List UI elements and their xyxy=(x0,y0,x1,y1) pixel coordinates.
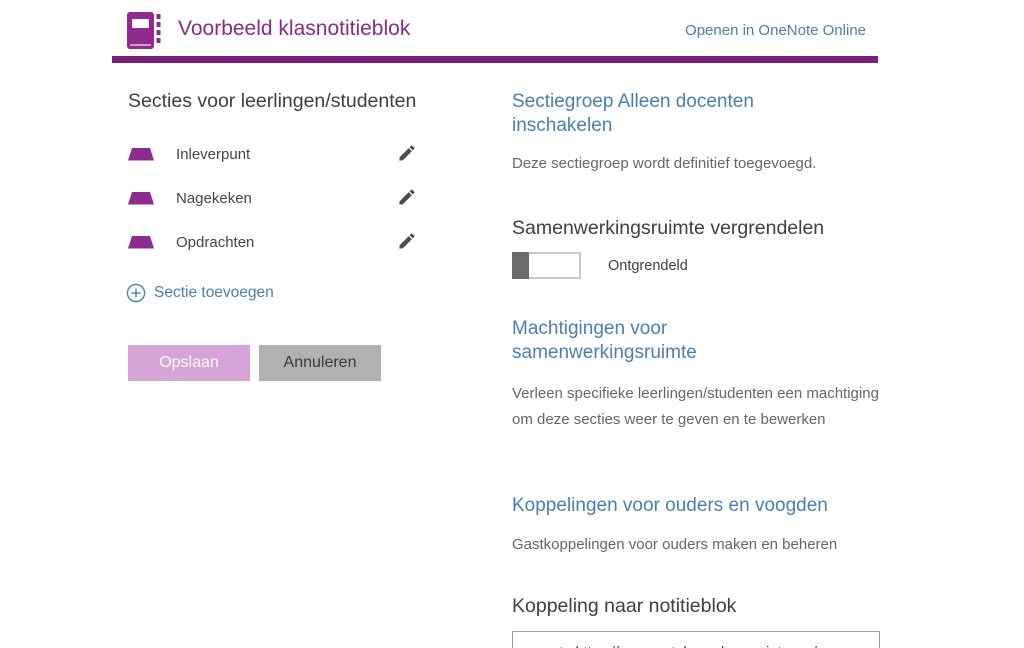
add-circle-icon xyxy=(126,283,146,303)
add-section-label: Sectie toevoegen xyxy=(154,284,274,301)
save-button[interactable]: Opslaan xyxy=(128,345,250,381)
toggle-state-label: Ontgrendeld xyxy=(608,257,688,274)
parent-guardian-links-link[interactable]: Koppelingen voor ouders en voogden xyxy=(512,495,828,516)
section-name: Opdrachten xyxy=(176,233,255,251)
toggle-track xyxy=(529,252,581,279)
edit-section-button[interactable] xyxy=(396,231,418,253)
section-row xyxy=(128,229,418,255)
student-sections-heading: Secties voor leerlingen/studenten xyxy=(128,90,417,112)
collaboration-permissions-link[interactable]: Machtigingen voor samenwerkingsruimte xyxy=(512,318,697,363)
collaboration-lock-row xyxy=(512,252,688,279)
section-tab-icon xyxy=(128,236,154,249)
form-actions xyxy=(128,345,381,381)
parent-guardian-links-description: Gastkoppelingen voor ouders maken en beheren xyxy=(512,536,838,553)
pencil-icon xyxy=(397,231,417,251)
pencil-icon xyxy=(397,143,417,163)
section-tab-icon xyxy=(128,192,154,205)
pencil-icon xyxy=(397,187,417,207)
collaboration-lock-heading: Samenwerkingsruimte vergrendelen xyxy=(512,217,825,239)
section-row xyxy=(128,185,418,211)
section-row xyxy=(128,141,418,167)
edit-section-button[interactable] xyxy=(396,143,418,165)
section-tab-icon xyxy=(128,148,154,161)
toggle-knob[interactable] xyxy=(512,252,529,279)
teacher-only-section-group-link[interactable]: Sectiegroep Alleen docenten inschakelen xyxy=(512,91,754,136)
page-title: Voorbeeld klasnotitieblok xyxy=(178,17,411,40)
collaboration-lock-toggle[interactable] xyxy=(512,252,581,279)
collaboration-permissions-description: Verleen specifieke leerlingen/studenten een machtiging om deze secties weer te geven en te bewerken xyxy=(512,385,879,428)
teacher-only-description: Deze sectiegroep wordt definitief toegevoegd. xyxy=(512,155,817,172)
open-onenote-online-link[interactable]: Openen in OneNote Online xyxy=(685,22,866,39)
notebook-link-heading: Koppeling naar notitieblok xyxy=(512,595,737,617)
section-name: Inleverpunt xyxy=(176,145,251,163)
header-divider xyxy=(112,56,878,63)
section-name: Nagekeken xyxy=(176,189,252,207)
edit-section-button[interactable] xyxy=(396,187,418,209)
add-section-link[interactable] xyxy=(126,283,274,303)
notebook-link-input[interactable] xyxy=(512,631,880,648)
cancel-button[interactable]: Annuleren xyxy=(259,345,381,381)
notebook-icon xyxy=(127,11,161,51)
